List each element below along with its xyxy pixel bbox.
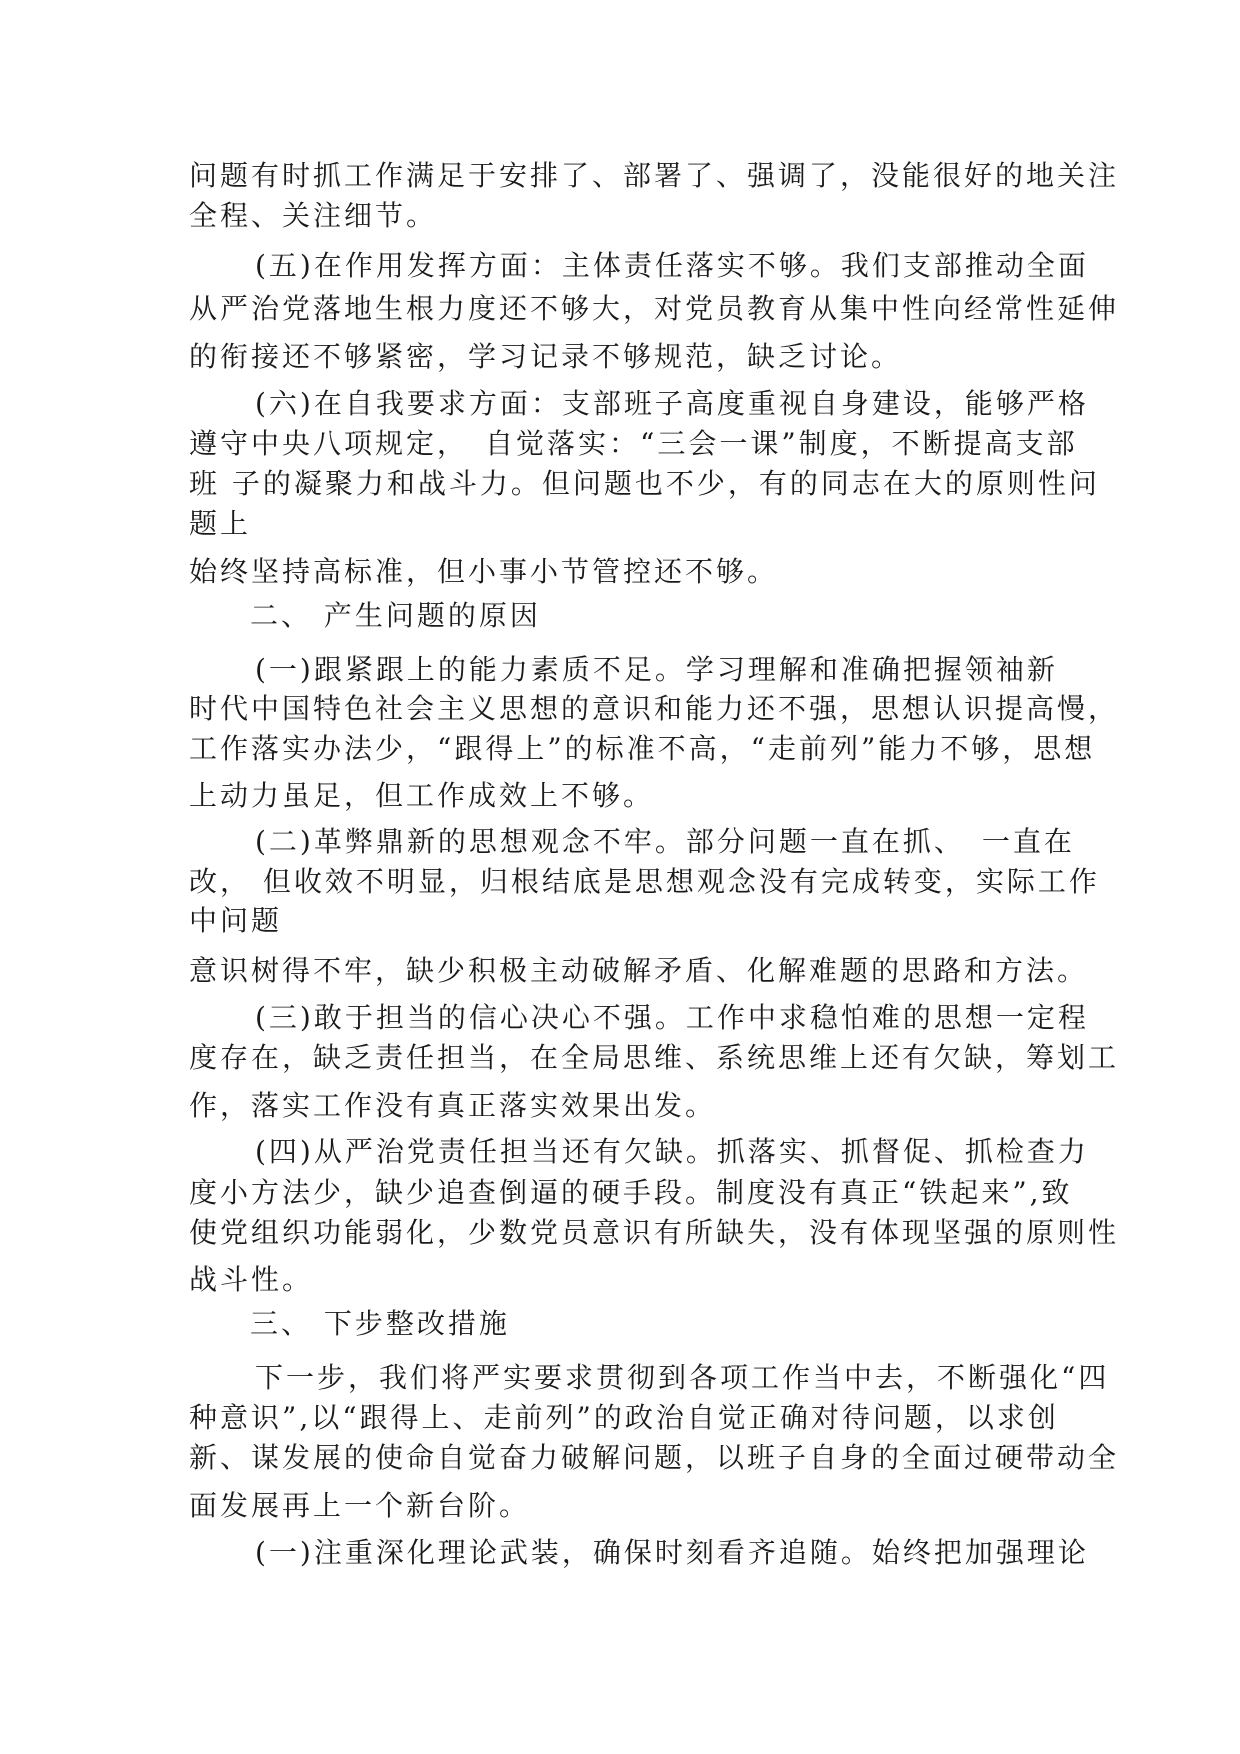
text-line: 战斗性。 [189, 1263, 314, 1296]
paragraph-heading: (一)注重深化理论武装，确保时刻看齐追随。始终把加强理论 [255, 1536, 1089, 1569]
text-line: 从严治党落地生根力度还不够大，对党员教育从集中性向经常性延伸 [189, 292, 1120, 325]
text-line: 作，落实工作没有真正落实效果出发。 [189, 1089, 717, 1122]
text-line: 工作落实办法少，“跟得上”的标准不高，“走前列”能力不够，思想 [189, 732, 1096, 765]
paragraph-heading: (二)革弊鼎新的思想观念不牢。部分问题一直在抓、 一直在 [255, 825, 1075, 858]
text-line: 上动力虽足，但工作成效上不够。 [189, 779, 655, 812]
text-line: 问题有时抓工作满足于安排了、部署了、强调了，没能很好的地关注 [189, 159, 1120, 192]
text-line: 度存在，缺乏责任担当，在全局思维、系统思维上还有欠缺，筹划工 [189, 1041, 1120, 1074]
paragraph-heading: (五)在作用发挥方面：主体责任落实不够。我们支部推动全面 [255, 249, 1089, 282]
text-line: 面发展再上一个新台阶。 [189, 1489, 531, 1522]
paragraph-heading: (四)从严治党责任担当还有欠缺。抓落实、抓督促、抓检查力 [255, 1135, 1089, 1168]
text-line: 改， 但收效不明显，归根结底是思想观念没有完成转变，实际工作 [189, 865, 1100, 898]
text-line: 的衔接还不够紧密，学习记录不够规范，缺乏讨论。 [189, 340, 903, 373]
text-line: 下一步，我们将严实要求贯彻到各项工作当中去，不断强化“四 [255, 1361, 1110, 1394]
section-heading: 三、 下步整改措施 [250, 1307, 510, 1340]
text-line: 班 子的凝聚力和战斗力。但问题也不少，有的同志在大的原则性问 [189, 467, 1100, 500]
text-line: 中问题 [189, 904, 283, 937]
text-line: 度小方法少，缺少追查倒逼的硬手段。制度没有真正“铁起来”,致 [189, 1176, 1073, 1209]
text-line: 全程、关注细节。 [189, 199, 438, 232]
text-line: 时代中国特色社会主义思想的意识和能力还不强，思想认识提高慢， [189, 692, 1120, 725]
text-line: 新、谋发展的使命自觉奋力破解问题，以班子自身的全面过硬带动全 [189, 1441, 1120, 1474]
section-heading: 二、 产生问题的原因 [250, 599, 541, 632]
text-line: 始终坚持高标准，但小事小节管控还不够。 [189, 555, 779, 588]
text-line: 题上 [189, 507, 252, 540]
text-line: 意识树得不牢，缺少积极主动破解矛盾、化解难题的思路和方法。 [189, 954, 1089, 987]
paragraph-heading: (三)敢于担当的信心决心不强。工作中求稳怕难的思想一定程 [255, 1001, 1089, 1034]
text-line: 种意识”,以“跟得上、走前列”的政治自觉正确对待问题，以求创 [189, 1401, 1059, 1434]
text-line: 使党组织功能弱化，少数党员意识有所缺失，没有体现坚强的原则性 [189, 1216, 1120, 1249]
paragraph-heading: (一)跟紧跟上的能力素质不足。学习理解和准确把握领袖新 [255, 653, 1058, 686]
paragraph-heading: (六)在自我要求方面：支部班子高度重视自身建设，能够严格 [255, 387, 1089, 420]
text-line: 遵守中央八项规定， 自觉落实：“三会一课”制度，不断提高支部 [189, 427, 1078, 460]
